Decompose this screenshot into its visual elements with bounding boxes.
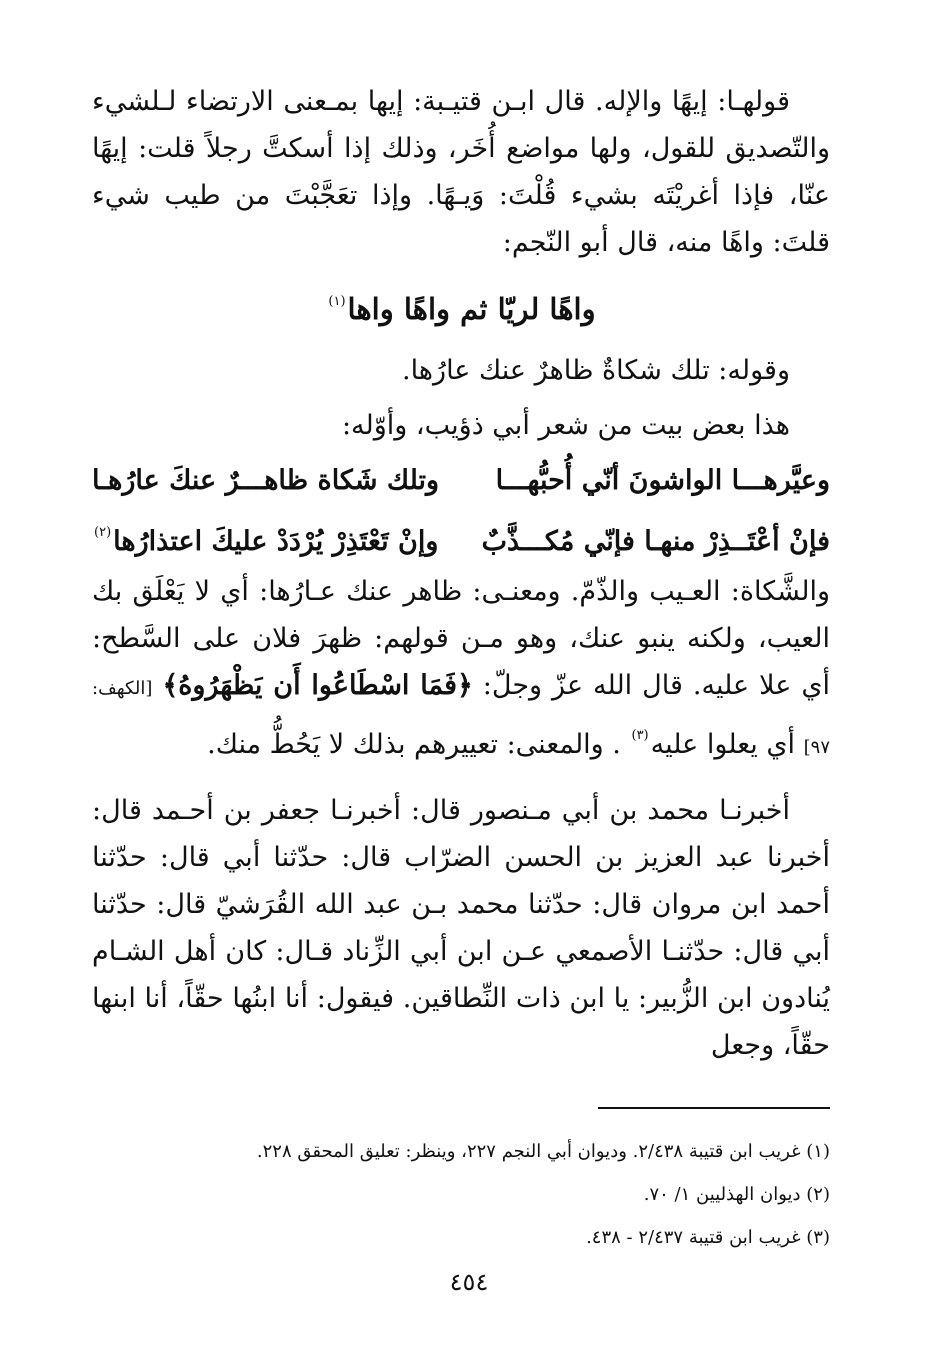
verse-abu-najm	[92, 276, 830, 335]
footnote-3: (٣) غريب ابن قتيبة ٢/٤٣٧ - ٤٣٨.	[586, 1227, 830, 1248]
couplet-line-2	[92, 507, 830, 568]
paragraph-qawluhu: وقوله: تلك شكاةٌ ظاهرٌ عنك عارُها.	[401, 355, 790, 386]
hemistich-2-2	[92, 507, 438, 568]
hemistich-1-2: وتلك شَكاة ظاهـــرٌ عنكَ عارُهـا	[92, 465, 440, 496]
verse-text: واهًا لريّا ثم واهًا واها	[347, 292, 596, 326]
paragraph-iha: قولهـا: إيهًا والإله. قال ابـن قتيـبة: إيها بمـعنى الارتضاء لـلشيء والتّصديق للقول، ولها مواضع أُخَر، وذلك إذا أسكتَّ رجلاً قلت: إيهًا عنّا، فإذا أغريْتَه بشيء قُلْتَ: وَيـهًا. وإذا تعَجَّبْتَ من طيب شيء قلتَ: واهًا منه، قال أبو النّجم:	[92, 86, 830, 258]
paragraph-shakat-text: والشَّكاة: العـيب والذّمّ. ومعنـى: ظاهر عنك عـارُها: أي لا يَعْلَق بك العيب، ولكنه ينبو عنك، وهو مـن قولهم: ظهرَ فلان على السَّطح: أي علا عليه. قال الله عزّ وجلّ:	[92, 576, 830, 701]
footnote-2: (٢) ديوان الهذليين ١/ ٧٠.	[643, 1184, 830, 1205]
footnote-1: (١) غريب ابن قتيبة ٢/٤٣٨. وديوان أبي النجم ٢٢٧، وينظر: تعليق المحقق ٢٢٨.	[256, 1141, 830, 1162]
footnote-ref-3: (٣)	[631, 728, 649, 743]
paragraph-shakat	[92, 568, 830, 771]
hemistich-2-2-text: وإنْ تَعْتَذِرْ يُرْدَدْ عليكَ اعتذارُها	[113, 526, 439, 557]
paragraph-shakat-meaning: أي يعلوا عليه	[650, 729, 796, 760]
paragraph-isnad: أخبرنـا محمد بن أبي مـنصور قال: أخبرنـا جعفر بن أحـمد قال: أخبرنا عبد العزيز بن الحسن الضرّاب قال: حدّثنا أبي قال: حدّثنا أحمد ابن مروان قال: حدّثنا محمد بـن عبد الله القُرَشيّ قال: حدّثنا أبي قال: حدّثنـا الأصمعي عـن ابن أبي الزِّناد قـال: كان أهل الشـام يُنادون ابن الزُّبير: يا ابن ذات النِّطاقين. فيقول: أنا ابنُها حقّاً، أنا ابنها حقّاً، وجعل	[92, 795, 830, 1061]
quran-reference: [الكهف: ٩٧]	[92, 678, 830, 758]
hemistich-1-1: وعيَّرهـــا الواشونَ أنّي أُحبُّهـــا	[495, 465, 830, 496]
footnote-ref-2: (٢)	[94, 525, 112, 540]
couplet-line-1	[92, 455, 830, 507]
footnote-divider	[598, 1107, 830, 1109]
paragraph-shakat-end: . والمعنى: تعييرهم بذلك لا يَحُطُّ منك.	[207, 729, 621, 760]
quran-quote: ﴿فَمَا اسْطَاعُوا أَن يَظْهَرُوهُ﴾	[162, 670, 473, 701]
footnote-ref-1: (١)	[328, 294, 346, 309]
page-number: ٤٥٤	[449, 1268, 489, 1296]
paragraph-gap	[92, 771, 830, 787]
footnotes	[92, 1130, 830, 1259]
paragraph-abu-dhuayb: هذا بعض بيت من شعر أبي ذؤيب، وأوّله:	[341, 410, 790, 441]
hemistich-2-1: فإنْ أعْتَــذِرْ منهـا فإنّي مُكـــذَّبٌ	[481, 526, 830, 557]
